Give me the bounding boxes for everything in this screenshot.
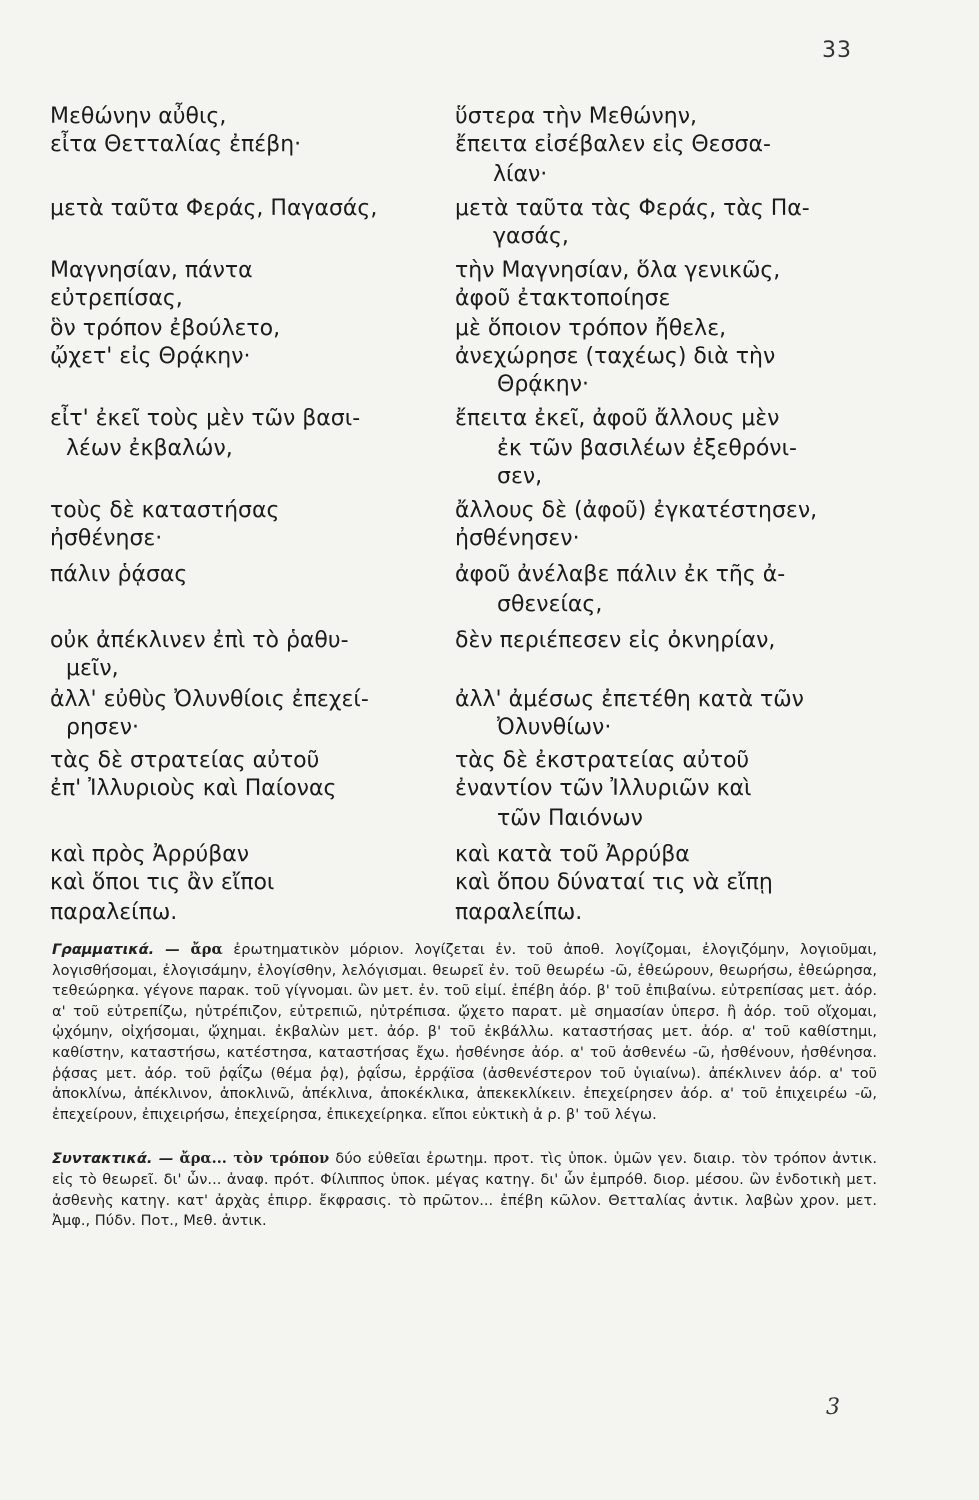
original-text-line: εὐτρεπίσας, <box>50 286 183 311</box>
translation-text-line: μὲ ὅποιον τρόπον ἤθελε, <box>455 316 727 341</box>
original-text-line: τοὺς δὲ καταστήσας <box>50 498 280 523</box>
original-text-line: ᾤχετ' εἰς Θρᾴκην· <box>50 344 251 369</box>
translation-text-line: ἄλλους δὲ (ἀφοῦ) ἐγκατέστησεν, <box>455 498 818 523</box>
translation-text-line: τὰς δὲ ἐκστρατείας αὐτοῦ <box>455 748 750 773</box>
syntax-heading: Συντακτικά. — <box>52 1150 174 1168</box>
translation-text-line: ἀλλ' ἀμέσως ἐπετέθη κατὰ τῶν <box>455 687 804 712</box>
translation-text-line: τὴν Μαγνησίαν, ὅλα γενικῶς, <box>455 258 781 283</box>
translation-text-line: ἔπειτα ἐκεῖ, ἀφοῦ ἄλλους μὲν <box>455 406 780 431</box>
translation-text-line: σεν, <box>497 464 543 489</box>
translation-text-line: ὕστερα τὴν Μεθώνην, <box>455 104 698 129</box>
original-text-line: παραλείπω. <box>50 900 178 925</box>
original-text-line: Μαγνησίαν, πάντα <box>50 258 253 283</box>
translation-text-line: ἠσθένησεν· <box>455 526 580 551</box>
translation-text-line: ἀφοῦ ἐτακτοποίησε <box>455 286 671 311</box>
original-text-line: εἶτ' ἐκεῖ τοὺς μὲν τῶν βασι- <box>50 406 361 431</box>
original-text-line: καὶ πρὸς Ἀρρύβαν <box>50 842 250 867</box>
translation-text-line: καὶ ὅπου δύναταί τις νὰ εἴπῃ <box>455 870 773 895</box>
translation-text-line: δὲν περιέπεσεν εἰς ὀκνηρίαν, <box>455 628 776 653</box>
translation-text-line: καὶ κατὰ τοῦ Ἀρρύβα <box>455 842 690 867</box>
translation-text-line: ἔπειτα εἰσέβαλεν εἰς Θεσσα- <box>455 132 771 157</box>
original-text-line: καὶ ὅποι τις ἂν εἴποι <box>50 870 275 895</box>
original-text-line: ρησεν· <box>66 715 140 740</box>
original-text-line: οὐκ ἀπέκλινεν ἐπὶ τὸ ῥαθυ- <box>50 628 349 653</box>
translation-text-line: ἐναντίον τῶν Ἰλλυριῶν καὶ <box>455 776 752 801</box>
translation-text-line: σθενείας, <box>497 592 603 617</box>
grammar-note <box>52 940 877 1125</box>
original-text-line: ὃν τρόπον ἐβούλετο, <box>50 316 281 341</box>
translation-text-line: ἐκ τῶν βασιλέων ἐξεθρόνι- <box>497 436 797 461</box>
original-text-line: Μεθώνην αὖθις, <box>50 104 227 129</box>
original-text-line: μεῖν, <box>66 656 119 681</box>
commentary-notes <box>52 940 877 1232</box>
syntax-lead: ἄρα... τὸν τρόπον <box>179 1150 330 1168</box>
syntax-text: δύο εὐθεῖαι ἐρωτημ. προτ. τὶς ὑποκ. ὑμῶν γεν. διαιρ. τὸν τρόπον ἀντικ. εἰς τὸ θεωρεῖ. δι' ὧν... ἀναφ. πρότ. Φίλιππος ὑποκ. μέγας κατηγ. δι' ὧν ἐμπρόθ. διορ. μέσου. ὢν ἐνδοτικὴ μετ. ἀσθενὴς κατηγ. κατ' ἀρχὰς ἐπιρρ. ἔκφρασις. τὸ πρῶτον... ἐπέβη κῶλον. Θετταλίας ἀντικ. λαβὼν χρον. μετ. Ἀμφ., Πύδν. Ποτ., Μεθ. ἀντικ. <box>52 1150 877 1230</box>
original-text-line: πάλιν ῥᾴσας <box>50 562 188 587</box>
translation-text-line: μετὰ ταῦτα τὰς Φεράς, τὰς Πα- <box>455 196 810 221</box>
original-text-line: ἠσθένησε· <box>50 526 163 551</box>
translation-text-line: τῶν Παιόνων <box>497 806 643 831</box>
translation-text-line: ἀφοῦ ἀνέλαβε πάλιν ἐκ τῆς ἀ- <box>455 562 786 587</box>
original-text-line: εἶτα Θετταλίας ἐπέβη· <box>50 132 302 157</box>
original-text-line: μετὰ ταῦτα Φεράς, Παγασάς, <box>50 196 378 221</box>
original-text-line: τὰς δὲ στρατείας αὐτοῦ <box>50 748 320 773</box>
translation-text-line: Θρᾴκην· <box>497 372 589 397</box>
translation-text-line: παραλείπω. <box>455 900 583 925</box>
original-text-line: λέων ἐκβαλών, <box>66 436 233 461</box>
grammar-lead: ἄρα <box>190 941 223 958</box>
signature-mark: 3 <box>826 1395 840 1420</box>
syntax-note <box>52 1149 877 1231</box>
translation-text-line: ἀνεχώρησε (ταχέως) διὰ τὴν <box>455 344 776 369</box>
translation-text-line: λίαν· <box>493 162 548 187</box>
grammar-heading: Γραμματικά. — <box>52 941 180 958</box>
grammar-text: ἐρωτηματικὸν μόριον. λογίζεται ἐν. τοῦ ἀποθ. λογίζομαι, ἐλογιζόμην, λογιοῦμαι, λογισθήσομαι, ἐλογισάμην, ἐλογίσθην, λελόγισμαι. θεωρεῖ ἐν. τοῦ θεωρέω -ῶ, ἐθεώρουν, θεωρήσω, ἐθεώρησα, τεθεώρηκα. γέγονε παρακ. τοῦ γίγνομαι. ὢν μετ. ἐν. τοῦ εἰμί. ἐπέβη ἀόρ. β' τοῦ ἐπιβαίνω. εὐτρεπίσας μετ. ἀόρ. α' τοῦ εὐτρεπίζω, ηὐτρέπιζον, εὐτρεπιῶ, ηὐτρέπισα. ᾤχετο παρατ. μὲ σημασίαν ὑπερσ. ἢ ἀόρ. τοῦ οἴχομαι, ᾠχόμην, οἰχήσομαι, ᾤχημαι. ἐκβαλὼν μετ. ἀόρ. β' τοῦ ἐκβάλλω. καταστήσας μετ. ἀόρ. α' τοῦ καθίστημι, καθίστην, καταστήσω, κατέστησα, καταστήσας ἔχω. ἠσθένησε ἀόρ. α' τοῦ ἀσθενέω -ῶ, ἠσθένουν, ἠσθένησα. ῥᾴσας μετ. ἀόρ. τοῦ ῥᾳΐζω (θέμα ῥᾳ), ῥᾳΐσω, ἐρρᾴϊσα (ἀσθενέστερον τοῦ ὑγιαίνω). ἀπέκλινεν ἀόρ. α' τοῦ ἀποκλίνω, ἀπέκλινον, ἀποκλινῶ, ἀπέκλινα, ἀποκέκλικα, ἀπεκεκλίκειν. ἐπεχείρησεν ἀόρ. α' τοῦ ἐπιχειρέω -ῶ, ἐπεχείρουν, ἐπιχειρήσω, ἐπεχείρησα, ἐπικεχείρηκα. εἴποι εὐκτικὴ ἀ ρ. β' τοῦ λέγω. <box>52 941 878 1123</box>
original-text-line: ἀλλ' εὐθὺς Ὀλυνθίοις ἐπεχεί- <box>50 687 369 712</box>
page-number: 33 <box>822 38 852 63</box>
translation-text-line: γασάς, <box>493 224 569 249</box>
original-text-line: ἐπ' Ἰλλυριοὺς καὶ Παίονας <box>50 776 337 801</box>
translation-text-line: Ὀλυνθίων· <box>497 715 612 740</box>
